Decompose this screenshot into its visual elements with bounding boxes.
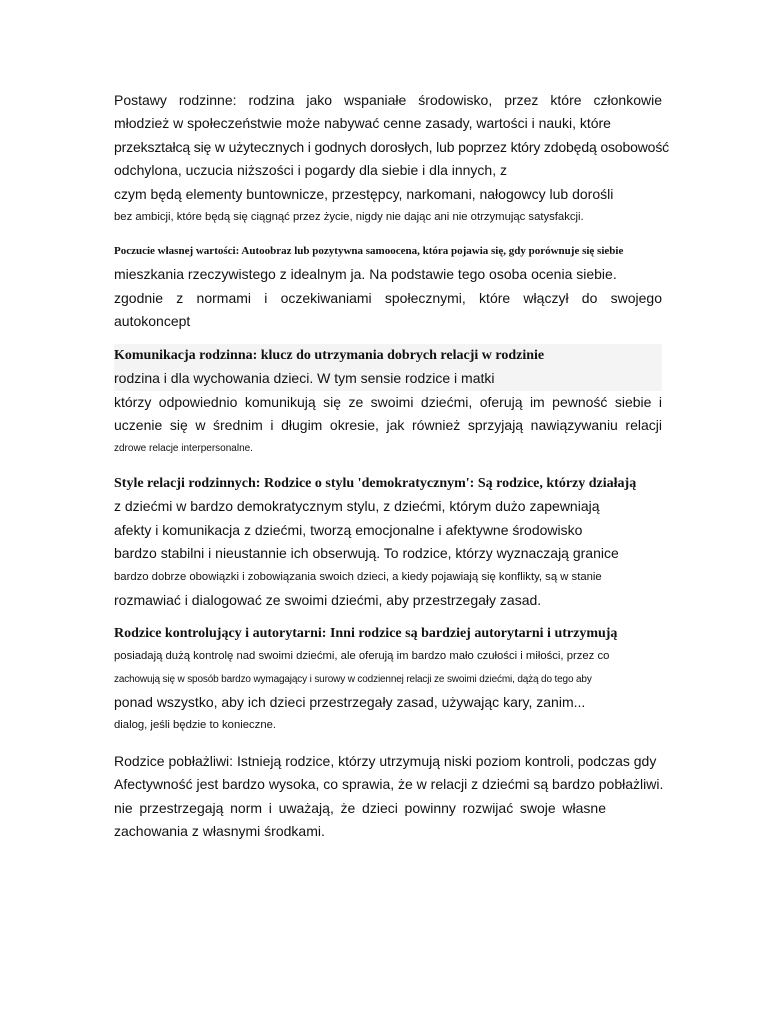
section-heading: Komunikacja rodzinna: klucz do utrzymania dobrych relacji w rodzinie bbox=[114, 344, 662, 367]
paragraph-family-attitudes bbox=[114, 89, 670, 229]
text-line: autokoncept bbox=[114, 313, 191, 330]
text-line: zachowania z własnymi środkami. bbox=[114, 823, 325, 840]
section-heading: Poczucie własnej wartości: Autoobraz lub pozytywna samoocena, która pojawia się, gdy porównuje się siebie bbox=[114, 245, 624, 257]
text-line: odchylona, uczucia niższości i pogardy dla siebie i dla innych, z bbox=[114, 162, 507, 179]
text-line: zachowują się w sposób bardzo wymagający i surowy w codziennej relacji ze swoimi dziećmi, dążą do tego aby bbox=[114, 673, 592, 685]
text-line: rodzina i dla wychowania dzieci. W tym sensie rodzice i matki bbox=[114, 367, 662, 390]
paragraph-permissive-parents bbox=[114, 750, 662, 844]
text-line: bardzo dobrze obowiązki i zobowiązania swoich dzieci, a kiedy pojawiają się konflikty, są w stanie bbox=[114, 570, 602, 583]
text-line: bardzo stabilni i nieustannie ich obserwują. To rodzice, którzy wyznaczają granice bbox=[114, 545, 619, 562]
text-line: zdrowe relacje interpersonalne. bbox=[114, 442, 253, 454]
text-line: z dziećmi w bardzo demokratycznym stylu, z dziećmi, którym dużo zapewniają bbox=[114, 498, 600, 515]
text-line: mieszkania rzeczywistego z idealnym ja. Na podstawie tego osoba ocenia siebie. bbox=[114, 266, 617, 283]
text-line: młodzież w społeczeństwie może nabywać cenne zasady, wartości i nauki, które bbox=[114, 115, 611, 132]
text-line: dialog, jeśli będzie to konieczne. bbox=[114, 719, 277, 732]
text-line: czym będą elementy buntownicze, przestępcy, narkomani, nałogowcy lub dorośli bbox=[114, 185, 614, 202]
text-line: posiadają dużą kontrolę nad swoimi dziećmi, ale oferują im bardzo mało czułości i miłości, przez co bbox=[114, 650, 610, 663]
text-line: uczenie się w średnim i długim okresie, jak również sprzyjają nawiązywaniu relacji bbox=[114, 417, 662, 434]
text-line: Postawy rodzinne: rodzina jako wspaniałe środowisko, przez które członkowie bbox=[114, 92, 662, 108]
paragraph-authoritarian-parents bbox=[114, 622, 662, 738]
paragraph-family-communication bbox=[114, 344, 662, 460]
text-line: bez ambicji, które będą się ciągnąć przez życie, nigdy nie dając ani nie otrzymując satysfakcji. bbox=[114, 210, 584, 223]
text-line: afekty i komunikacja z dziećmi, tworzą emocjonalne i afektywne środowisko bbox=[114, 521, 583, 538]
text-line: nie przestrzegają norm i uważają, że dzieci powinny rozwijać swoje własne bbox=[114, 799, 606, 816]
text-line: Afectywność jest bardzo wysoka, co sprawia, że w relacji z dziećmi są bardzo pobłażliwi. bbox=[114, 776, 664, 793]
text-line: Rodzice pobłażliwi: Istnieją rodzice, którzy utrzymują niski poziom kontroli, podczas gdy bbox=[114, 753, 657, 769]
paragraph-self-esteem bbox=[114, 240, 662, 334]
text-line: rozmawiać i dialogować ze swoimi dziećmi, aby przestrzegały zasad. bbox=[114, 591, 542, 608]
text-line: ponad wszystko, aby ich dzieci przestrzegały zasad, używając kary, zanim... bbox=[114, 693, 586, 710]
text-line: którzy odpowiednio komunikują się ze swoimi dziećmi, oferują im pewność siebie i bbox=[114, 393, 662, 410]
text-line: przekształcą się w użytecznych i godnych dorosłych, lub poprzez który zdobędą osobowość bbox=[114, 138, 670, 155]
section-heading: Style relacji rodzinnych: Rodzice o stylu 'demokratycznym': Są rodzice, którzy działają bbox=[114, 476, 637, 491]
section-heading: Rodzice kontrolujący i autorytarni: Inni rodzice są bardziej autorytarni i utrzymują bbox=[114, 626, 618, 641]
paragraph-democratic-parents bbox=[114, 472, 662, 612]
text-line: zgodnie z normami i oczekiwaniami społecznymi, które włączył do swojego bbox=[114, 289, 662, 306]
